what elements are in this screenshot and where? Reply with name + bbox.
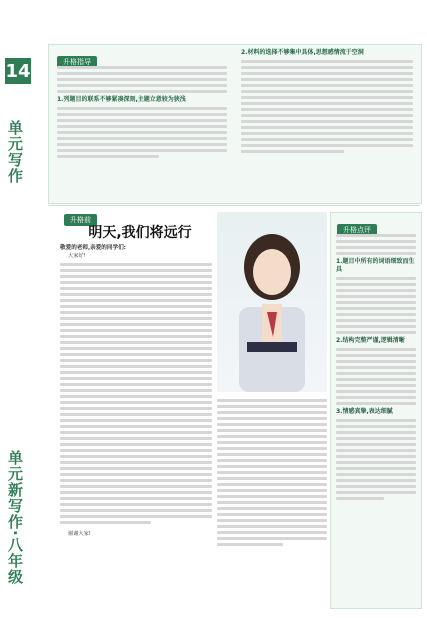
article-tag: 升格前	[64, 214, 97, 226]
notes-box	[330, 212, 422, 609]
article-closing: 谢谢大家!	[68, 531, 91, 537]
divider	[48, 205, 420, 206]
article-greeting: 敬爱的老师,亲爱的同学们:	[60, 245, 126, 251]
article-body-right	[217, 396, 327, 549]
article-body	[60, 244, 212, 538]
guidance-box	[48, 44, 422, 204]
notes-tag: 升格点评	[337, 224, 377, 236]
notes-heading-3: 3.情感真挚,表达细腻	[336, 408, 393, 415]
student-photo	[217, 212, 327, 392]
guidance-tag: 升格指导	[57, 56, 97, 68]
sidebar-label-top: 单元写作	[6, 120, 24, 184]
student-illustration	[217, 212, 327, 392]
guidance-left-col	[57, 63, 227, 161]
notes-body	[336, 231, 416, 503]
guidance-right-heading: 2.材料的选择不够集中具体,思想感情流于空洞	[241, 49, 364, 56]
guidance-left-heading: 1.列题目的联系不够紧凑深刻,主题立意较为狭浅	[57, 96, 186, 103]
guidance-right-col	[241, 49, 413, 156]
page-number: 14	[5, 58, 31, 84]
notes-heading-2: 2.结构完整严谨,逻辑清晰	[336, 337, 405, 344]
sidebar	[0, 0, 46, 618]
article-title: 明天,我们将远行	[88, 225, 192, 241]
sidebar-label-bottom: 单元新写作·八年级	[6, 450, 24, 585]
article-greeting-2: 大家好!	[68, 253, 86, 259]
notes-heading-1: 1.题目中所有的词语细致而生具	[336, 258, 415, 273]
